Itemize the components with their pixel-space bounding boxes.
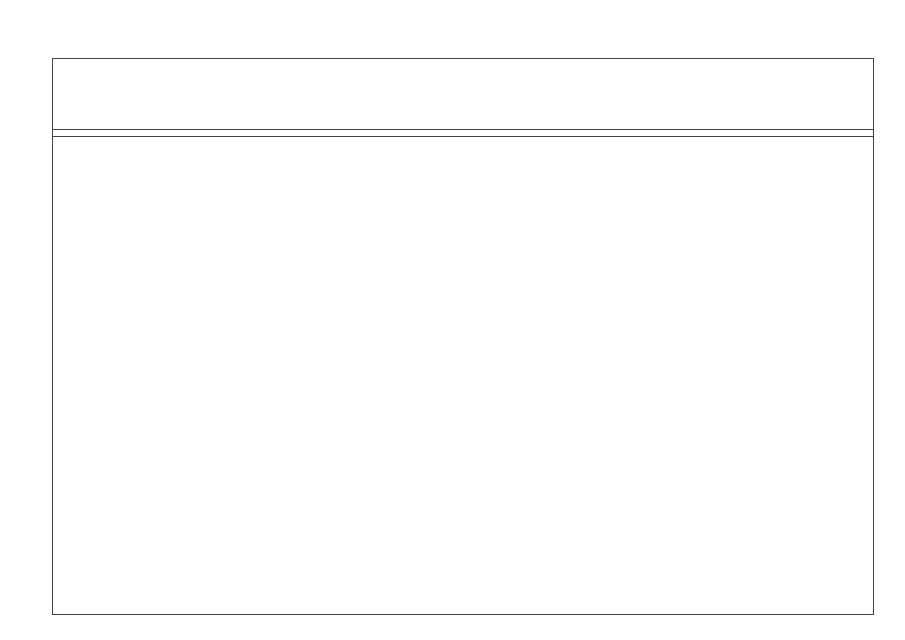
investment-table — [52, 58, 874, 615]
table-header — [53, 59, 873, 130]
column-numbers-row — [53, 129, 873, 137]
